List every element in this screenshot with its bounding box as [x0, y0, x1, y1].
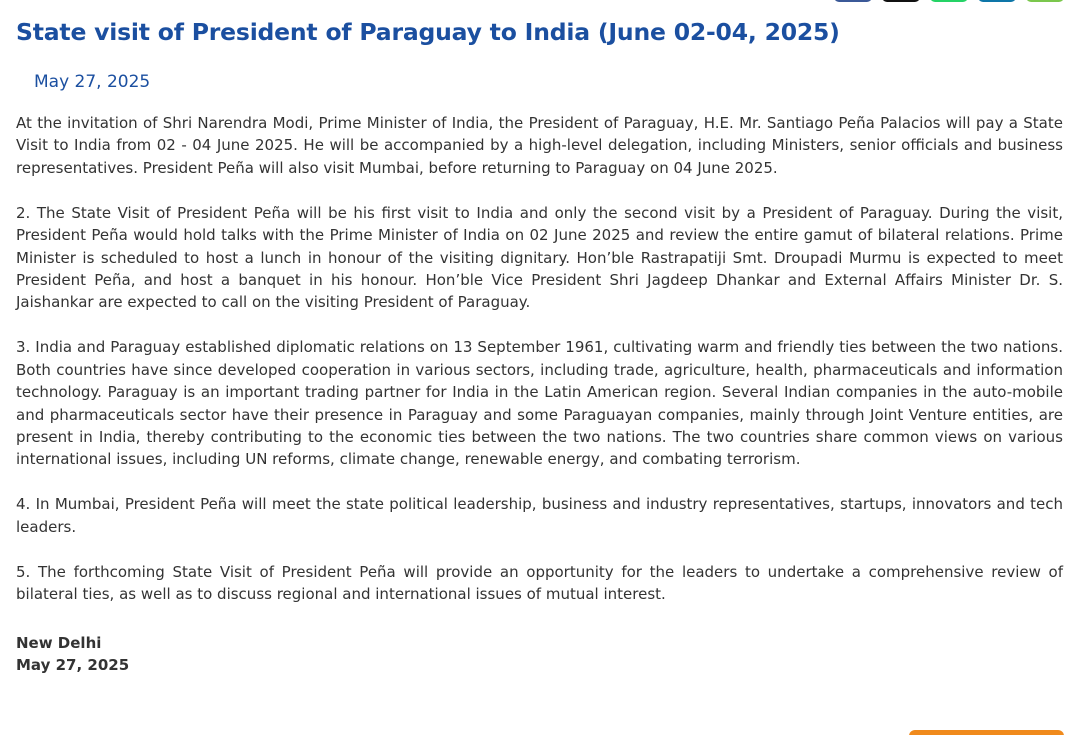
article-body — [16, 112, 1063, 628]
signoff-date: May 27, 2025 — [16, 656, 130, 674]
linkedin-share-button[interactable] — [978, 0, 1016, 2]
share-button[interactable] — [1026, 0, 1064, 2]
article-paragraph: 2. The State Visit of President Peña will be his first visit to India and only the second visit by a President of Paraguay. During the visit, President Peña would hold talks with the Prime Minister of India on 02 June 2025 and review the entire gamut of bilateral relations. Prime Minister is scheduled to host a lunch in honour of the visiting dignitary. Hon’ble Rastrapatiji Smt. Droupadi Murmu is expected to meet President Peña, and host a banquet in his honour. Hon’ble Vice President Shri Jagdeep Dhankar and External Affairs Minister Dr. S. Jaishankar are expected to call on the visiting President of Paraguay. — [16, 203, 1063, 312]
article-paragraph: 3. India and Paraguay established diplomatic relations on 13 September 1961, cultivating warm and friendly ties between the two nations. Both countries have since developed cooperation in various sectors, including trade, agriculture, health, pharmaceuticals and information technology. Paraguay is an important trading partner for India in the Latin American region. Several Indian companies in the auto-mobile and pharmaceuticals sector have their presence in Paraguay and some Paraguayan companies, mainly through Joint Venture entities, are present in India, thereby contributing to the economic ties between the two nations. The two countries share common views on various international issues, including UN reforms, climate change, renewable energy, and combating terrorism. — [16, 338, 1063, 469]
facebook-share-button[interactable] — [834, 0, 872, 2]
page-title: State visit of President of Paraguay to India (June 02-04, 2025) — [16, 18, 840, 46]
whatsapp-share-button[interactable] — [930, 0, 968, 2]
signoff-place: New Delhi — [16, 634, 102, 652]
orange-action-button[interactable] — [909, 730, 1064, 735]
x-share-button[interactable] — [882, 0, 920, 2]
article-paragraph: At the invitation of Shri Narendra Modi, Prime Minister of India, the President of Paraguay, H.E. Mr. Santiago Peña Palacios will pay a State Visit to India from 02 - 04 June 2025. He will be accompanied by a high-level delegation, including Ministers, senior officials and business representatives. President Peña will also visit Mumbai, before returning to Paraguay on 04 June 2025. — [16, 114, 1063, 177]
share-bar — [834, 0, 1064, 2]
article-paragraph: 5. The forthcoming State Visit of President Peña will provide an opportunity for the leaders to undertake a comprehensive review of bilateral ties, as well as to discuss regional and international issues of mutual interest. — [16, 562, 1063, 604]
publish-date: May 27, 2025 — [34, 72, 151, 92]
article-paragraph: 4. In Mumbai, President Peña will meet the state political leadership, business and industry representatives, startups, innovators and tech leaders. — [16, 495, 1063, 536]
signoff-block — [16, 632, 129, 676]
